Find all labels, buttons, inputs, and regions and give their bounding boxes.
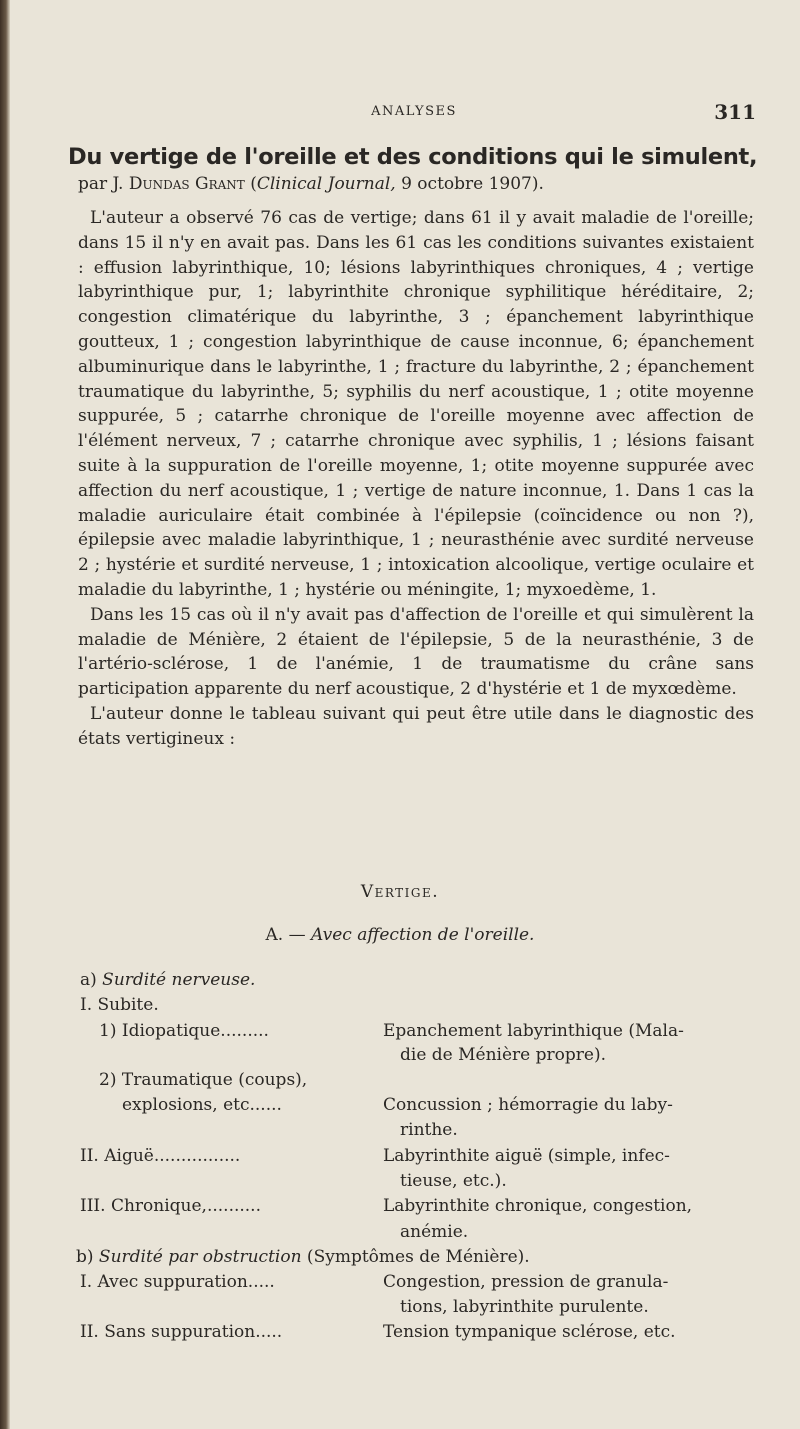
group-b-label: b)	[76, 1247, 99, 1267]
article-title: Du vertige de l'oreille et des conditions qui le simulent,	[68, 144, 758, 170]
row-chronique-left: III. Chronique,..........	[80, 1196, 261, 1216]
row-sans-suppuration-left: II. Sans suppuration.....	[80, 1322, 283, 1342]
byline-author: Dundas Grant	[128, 174, 245, 194]
row-traumatique-left-2: explosions, etc......	[122, 1095, 282, 1115]
row-chronique-right-1: Labyrinthite chronique, congestion,	[383, 1196, 693, 1216]
page-header	[72, 100, 756, 128]
group-a-label: a)	[80, 970, 103, 990]
table-heading: Vertige.	[360, 882, 440, 902]
byline	[78, 172, 754, 197]
group-b-rest: (Symptômes de Ménière).	[301, 1247, 530, 1267]
byline-date: 9 octobre 1907).	[395, 174, 544, 194]
row-avec-suppuration-right-1: Congestion, pression de granula-	[383, 1272, 669, 1292]
article-body	[78, 206, 754, 752]
table-subheading-text: Avec affection de l'oreille.	[311, 925, 535, 945]
paragraph-2: Dans les 15 cas où il n'y avait pas d'affection de l'oreille et qui simulèrent la maladie de Ménière, 2 étaient de l'épilepsie, 5 de la neurasthénie, 3 de l'artério-sclérose, 1 de l'anémie, 1 de traumatisme du crâne sans participation apparente du nerf acoustique, 2 d'hystérie et 1 de myxœdème.	[78, 604, 754, 700]
row-aigue-left: II. Aiguë................	[80, 1146, 241, 1166]
row-traumatique-left-1: 2) Traumatique (coups),	[99, 1070, 308, 1090]
row-chronique-right-2: anémie.	[400, 1222, 469, 1242]
row-sans-suppuration-right: Tension tympanique sclérose, etc.	[383, 1322, 676, 1342]
row-aigue-right-1: Labyrinthite aiguë (simple, infec-	[383, 1146, 670, 1166]
row-traumatique-right-2: rinthe.	[400, 1120, 458, 1140]
row-idiopatique-right-1: Epanchement labyrinthique (Mala-	[383, 1021, 684, 1041]
paragraph-1: L'auteur a observé 76 cas de vertige; dans 61 il y avait maladie de l'oreille; dans 15 il n'y en avait pas. Dans les 61 cas les conditions suivantes existaient : effusion labyrinthique, 10; lésions labyrinthiques chroniques, 4 ; vertige labyrinthique pur, 1; labyrinthite chronique syphilitique héréditaire, 2; congestion climatérique du labyrinthe, 3 ; épanchement labyrinthique goutteux, 1 ; congestion labyrinthique de cause inconnue, 6; épanchement albuminurique dans le labyrinthe, 1 ; fracture du labyrinthe, 2 ; épanchement traumatique du labyrinthe, 5; syphilis du nerf acoustique, 1 ; otite moyenne suppurée, 5 ; catarrhe chronique de l'oreille moyenne avec affection de l'élément nerveux, 7 ; catarrhe chronique avec syphilis, 1 ; lésions faisant suite à la suppuration de l'oreille moyenne, 1; otite moyenne suppurée avec affection du nerf acoustique, 1 ; vertige de nature inconnue, 1. Dans 1 cas la maladie auriculaire était combinée à l'épilepsie (coïncidence ou non ?), épilepsie avec maladie labyrinthique, 1 ; neurasthénie avec surdité nerveuse 2 ; hystérie et surdité nerveuse, 1 ; intoxication alcoolique, vertige oculaire et maladie du labyrinthe, 1 ; hystérie ou méningite, 1; myxoedème, 1.	[78, 208, 754, 600]
byline-journal: Clinical Journal,	[256, 174, 396, 194]
row-aigue-right-2: tieuse, etc.).	[400, 1171, 507, 1191]
paragraph-3: L'auteur donne le tableau suivant qui peut être utile dans le diagnostic des états vertigineux :	[78, 703, 754, 749]
table-subheading	[0, 925, 800, 945]
group-a-title: Surdité nerveuse.	[102, 970, 256, 990]
row-idiopatique-left: 1) Idiopatique.........	[99, 1021, 269, 1041]
byline-open: (	[244, 174, 257, 194]
row-avec-suppuration-right-2: tions, labyrinthite purulente.	[400, 1297, 649, 1317]
group-b-title: Surdité par obstruction	[98, 1247, 302, 1267]
row-traumatique-right-1: Concussion ; hémorragie du laby-	[383, 1095, 673, 1115]
byline-prefix: par J.	[78, 174, 129, 194]
group-b-heading	[76, 1247, 530, 1267]
table-subheading-prefix: A. —	[265, 925, 312, 945]
group-a-heading	[80, 970, 255, 990]
page-number: 311	[714, 100, 756, 124]
book-spine-shadow	[0, 0, 10, 1429]
subite-heading: I. Subite.	[80, 995, 159, 1015]
row-idiopatique-right-2: die de Ménière propre).	[400, 1045, 606, 1065]
running-head: ANALYSES	[371, 104, 457, 119]
row-avec-suppuration-left: I. Avec suppuration.....	[80, 1272, 275, 1292]
